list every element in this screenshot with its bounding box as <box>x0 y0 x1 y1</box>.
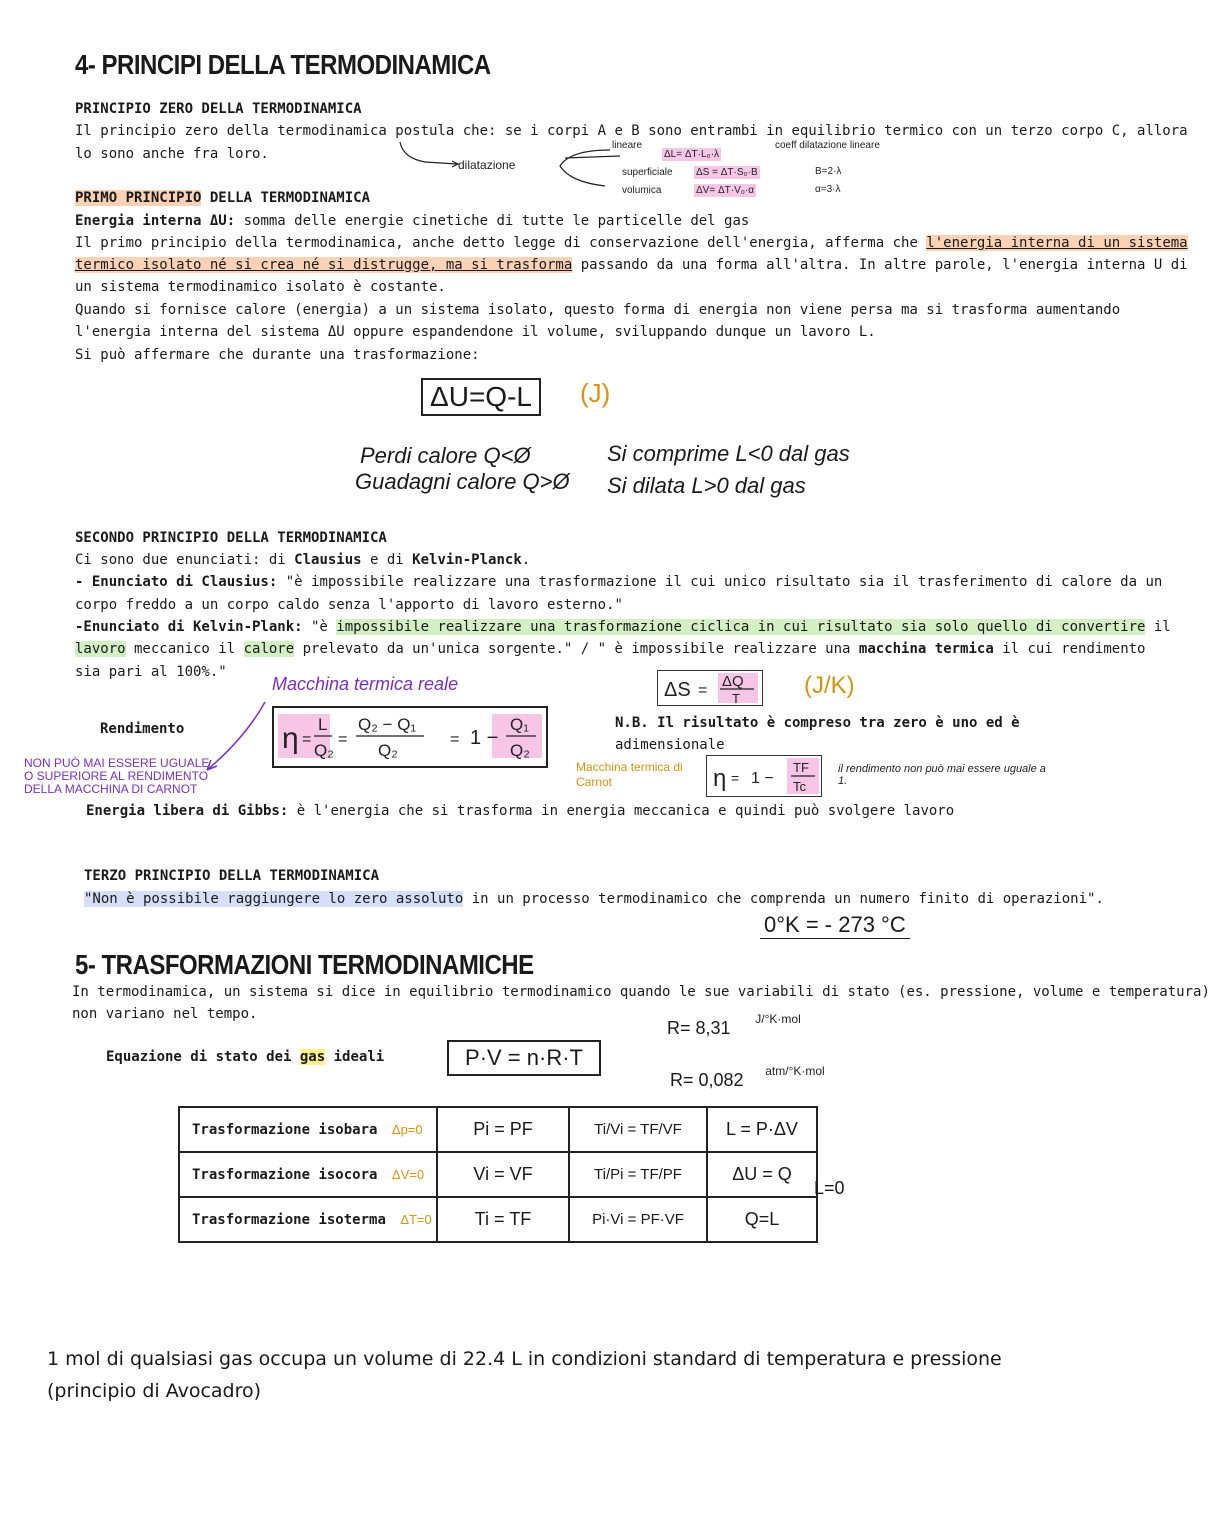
carnot-limit-note-3: DELLA MACCHINA DI CARNOT <box>24 782 198 796</box>
isocora-extra: L=0 <box>814 1178 845 1198</box>
row-label-b: isocora <box>318 1166 378 1183</box>
ideal-gas-label-b: ideali <box>325 1049 385 1065</box>
row-label <box>179 1107 437 1152</box>
svg-text:L: L <box>318 715 328 734</box>
row-label-a: Trasformazione <box>192 1121 319 1138</box>
s5-intro-2: non variano nel tempo. <box>72 1006 258 1022</box>
table-row-isobara <box>179 1107 817 1152</box>
kelvin-highlight-calore: calore <box>243 641 295 657</box>
kelvin-text-1: il <box>1145 619 1171 635</box>
primo-p2 <box>75 254 1188 276</box>
primo-p5: l'energia interna del sistema ΔU oppure espandendone il volume, sviluppando dunque un lavoro L. <box>75 324 876 340</box>
nb-line-2: adimensionale <box>615 737 725 753</box>
row-eq2: Pi·Vi = PF·VF <box>569 1197 707 1242</box>
kelvin-highlight-1: impossibile realizzare una trasformazione ciclica in cui risultato sia solo quello di convertire <box>336 619 1146 635</box>
table-row-isocora <box>179 1152 817 1197</box>
first-law-formula: ΔU=Q-L <box>421 378 541 416</box>
r-constant-si-unit: J/°K·mol <box>755 1012 801 1026</box>
svg-text:1 −: 1 − <box>751 770 774 787</box>
terzo-quote-rest: in un processo termodinamico che comprenda un numero finito di operazioni". <box>463 891 1104 907</box>
primo-heading-rest: DELLA TERMODINAMICA <box>201 190 371 206</box>
kelvin-macchina-termica: macchina termica <box>858 641 994 657</box>
kelvin-line-2 <box>75 638 1145 660</box>
rendimento-label: Rendimento <box>100 721 185 737</box>
secondo-intro-a: Ci sono due enunciati: di <box>75 552 295 568</box>
terzo-quote-highlight: "Non è possibile raggiungere lo zero assoluto <box>84 891 464 907</box>
zero-line-2: lo sono anche fra loro. <box>75 146 269 162</box>
avogadro-line-2: (principio di Avocadro) <box>47 1380 262 1402</box>
secondo-intro-c: e di <box>361 552 413 568</box>
carnot-limit-note-2: O SUPERIORE AL RENDIMENTO <box>24 769 209 783</box>
row-eq3: Q=L <box>707 1197 817 1242</box>
dil-lineare-label: lineare <box>612 140 643 151</box>
row-delta: Δp=0 <box>391 1121 423 1137</box>
primo-p2-text: passando da una forma all'altra. In altre parole, l'energia interna U di <box>572 257 1188 273</box>
row-label-a: Trasformazione <box>192 1166 319 1183</box>
transformations-table <box>178 1106 818 1243</box>
entropy-drawing <box>658 671 762 705</box>
secondo-intro <box>75 549 530 571</box>
row-eq2: Ti/Pi = TF/PF <box>569 1152 707 1197</box>
table-row-isoterma <box>179 1197 817 1242</box>
terzo-heading: TERZO PRINCIPIO DELLA TERMODINAMICA <box>84 868 380 884</box>
coeff-b: B=2·λ <box>815 166 842 177</box>
svg-text:η: η <box>713 765 727 792</box>
lavoro-compressione: Si comprime L<0 dal gas <box>607 441 850 466</box>
entropy-formula <box>657 670 763 706</box>
primo-p4: Quando si fornisce calore (energia) a un sistema isolato, questo forma di energia non viene persa ma si trasforma aumentando <box>75 302 1121 318</box>
row-label-b: isobara <box>318 1121 378 1138</box>
row-eq1: Ti = TF <box>437 1197 569 1242</box>
calore-perso: Perdi calore Q<Ø <box>360 443 531 468</box>
rendimento-formula <box>272 706 548 768</box>
row-label-b: isoterma <box>318 1211 386 1228</box>
svg-text:=: = <box>302 731 312 748</box>
dil-volumica-label: volumica <box>622 185 662 196</box>
secondo-intro-kelvin: Kelvin-Planck <box>412 552 522 568</box>
zero-line-1: Il principio zero della termodinamica postula che: se i corpi A e B sono entrambi in equilibrio termico con un terzo corpo C, allora <box>75 123 1188 139</box>
ideal-gas-label <box>106 1046 384 1068</box>
carnot-rendimento-note: il rendimento non può mai essere uguale a 1. <box>838 763 1046 787</box>
rendimento-formula-drawing <box>274 708 546 766</box>
macchina-reale-label: Macchina termica reale <box>272 674 459 694</box>
dil-volumica-formula: ΔV= ΔT·V₀·α <box>696 185 755 196</box>
secondo-heading: SECONDO PRINCIPIO DELLA TERMODINAMICA <box>75 530 387 546</box>
row-label <box>179 1197 437 1242</box>
row-eq3: ΔU = Q <box>707 1152 817 1197</box>
primo-p1-text: Il primo principio della termodinamica, anche detto legge di conservazione dell'energia, afferma che <box>75 235 927 251</box>
dil-lineare-formula: ΔL= ΔT·L₀·λ <box>664 149 720 160</box>
calore-guadagnato: Guadagni calore Q>Ø <box>355 469 570 494</box>
svg-text:Q₁: Q₁ <box>510 715 529 734</box>
primo-heading <box>75 187 370 209</box>
s5-intro-1: In termodinamica, un sistema si dice in equilibrio termodinamico quando le sue variabili di stato (es. pressione, volume e temperatura) <box>72 984 1210 1000</box>
svg-text:ΔQ: ΔQ <box>722 673 744 690</box>
gibbs-text: è l'energia che si trasforma in energia meccanica e quindi può svolgere lavoro <box>288 803 955 819</box>
svg-text:TF: TF <box>793 760 809 775</box>
carnot-drawing <box>707 756 821 796</box>
primo-p3: un sistema termodinamico isolato è costante. <box>75 279 446 295</box>
secondo-intro-clausius: Clausius <box>294 552 362 568</box>
energia-interna-line <box>75 210 749 232</box>
kelvin-label: -Enunciato di Kelvin-Plank: <box>75 619 303 635</box>
svg-text:T: T <box>732 691 740 706</box>
svg-text:=: = <box>450 731 460 748</box>
clausius-line-1 <box>75 571 1162 593</box>
kelvin-line-3: sia pari al 100%." <box>75 664 227 680</box>
gibbs-label: Energia libera di Gibbs: <box>86 803 289 819</box>
svg-text:η: η <box>282 722 299 755</box>
ideal-gas-highlight: gas <box>299 1049 326 1065</box>
dilatazione-label: dilatazione <box>458 158 516 172</box>
clausius-text-1: "è impossibile realizzare una trasformazione il cui unico risultato sia il trasferimento di calore da un <box>277 574 1163 590</box>
primo-p1 <box>75 232 1188 254</box>
r-constant-si: R= 8,31 <box>667 1018 731 1038</box>
coeff-a: α=3·λ <box>815 184 841 195</box>
svg-text:Q₂: Q₂ <box>510 741 530 760</box>
section-4-title: 4- PRINCIPI DELLA TERMODINAMICA <box>75 50 491 82</box>
svg-text:Tc: Tc <box>793 779 806 794</box>
row-eq3: L = P·ΔV <box>707 1107 817 1152</box>
kelvin-quote: "è <box>302 619 337 635</box>
entropy-unit: (J/K) <box>804 672 855 699</box>
lavoro-dilatazione: Si dilata L>0 dal gas <box>607 473 806 498</box>
r-constant-atm-unit: atm/°K·mol <box>765 1064 825 1078</box>
clausius-line-2: corpo freddo a un corpo caldo senza l'apporto di lavoro esterno." <box>75 597 623 613</box>
row-label-a: Trasformazione <box>192 1211 319 1228</box>
zero-assoluto-value: 0°K = - 273 °C <box>760 912 910 939</box>
nb-line-1: N.B. Il risultato è compreso tra zero è uno ed è <box>615 715 1020 731</box>
section-5-title: 5- TRASFORMAZIONI TERMODINAMICHE <box>75 950 534 982</box>
secondo-intro-d: . <box>521 552 531 568</box>
primo-p6: Si può affermare che durante una trasformazione: <box>75 347 480 363</box>
row-delta: ΔT=0 <box>400 1211 432 1227</box>
carnot-formula <box>706 755 822 797</box>
dil-superficiale-formula: ΔS = ΔT·S₀·B <box>696 167 758 178</box>
kelvin-highlight-lavoro: lavoro <box>75 641 126 657</box>
svg-text:Q₂: Q₂ <box>378 741 398 760</box>
carnot-label: Macchina termica di Carnot <box>576 760 683 789</box>
svg-text:Q₂ − Q₁: Q₂ − Q₁ <box>358 715 417 734</box>
kelvin-text-3: prelevato da un'unica sorgente." / " è impossibile realizzare una <box>294 641 859 657</box>
row-delta: ΔV=0 <box>391 1166 425 1182</box>
avogadro-line-1: 1 mol di qualsiasi gas occupa un volume di 22.4 L in condizioni standard di temperatura e pressione <box>47 1348 1002 1370</box>
terzo-quote <box>84 888 1104 910</box>
row-eq2: Ti/Vi = TF/VF <box>569 1107 707 1152</box>
primo-p2-highlight: termico isolato né si crea né si distrugge, ma si trasforma <box>75 257 573 273</box>
ideal-gas-formula: P·V = n·R·T <box>447 1040 601 1076</box>
kelvin-text-4: il cui rendimento <box>993 641 1146 657</box>
svg-text:ΔS: ΔS <box>664 679 691 701</box>
r-constant-atm: R= 0,082 <box>670 1070 744 1090</box>
row-label <box>179 1152 437 1197</box>
svg-text:=: = <box>698 682 708 699</box>
primo-heading-highlight: PRIMO PRINCIPIO <box>75 190 202 206</box>
gibbs-line <box>86 800 954 822</box>
clausius-label: - Enunciato di Clausius: <box>75 574 278 590</box>
svg-text:Q₂: Q₂ <box>314 741 334 760</box>
kelvin-text-2: meccanico il <box>125 641 244 657</box>
svg-text:=: = <box>338 731 348 748</box>
energia-interna-label: Energia interna ΔU: <box>75 213 236 229</box>
kelvin-line-1 <box>75 616 1171 638</box>
row-eq1: Vi = VF <box>437 1152 569 1197</box>
svg-text:1 −: 1 − <box>470 727 499 749</box>
primo-p1-highlight: l'energia interna di un sistema <box>926 235 1188 251</box>
row-eq1: Pi = PF <box>437 1107 569 1152</box>
svg-text:=: = <box>731 770 740 786</box>
first-law-unit: (J) <box>580 378 611 408</box>
coeff-dilatazione-note: coeff dilatazione lineare <box>775 140 880 151</box>
energia-interna-def: somma delle energie cinetiche di tutte le particelle del gas <box>243 213 750 229</box>
dil-superficiale-label: superficiale <box>622 167 673 178</box>
carnot-limit-note-1: NON PUÒ MAI ESSERE UGUALE <box>24 756 210 770</box>
ideal-gas-label-a: Equazione di stato dei <box>106 1049 300 1065</box>
carnot-limit-note <box>24 757 209 796</box>
zero-heading: PRINCIPIO ZERO DELLA TERMODINAMICA <box>75 101 362 117</box>
